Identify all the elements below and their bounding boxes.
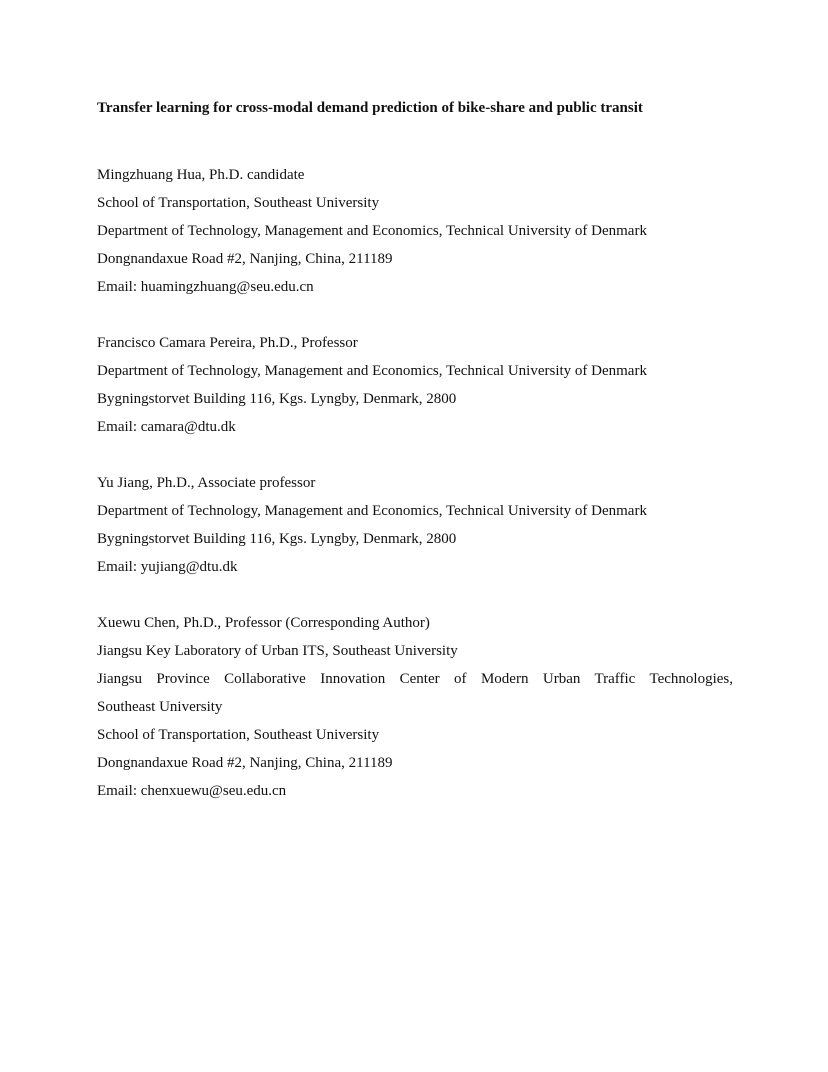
author-block-jiang <box>97 469 733 581</box>
paper-title: Transfer learning for cross-modal demand prediction of bike-share and public transit <box>97 100 643 116</box>
author-affiliation: Department of Technology, Management and Economics, Technical University of Denmark <box>97 223 647 239</box>
author-address: Dongnandaxue Road #2, Nanjing, China, 211189 <box>97 755 393 771</box>
author-affiliation: Jiangsu Key Laboratory of Urban ITS, Southeast University <box>97 643 458 659</box>
author-block-pereira <box>97 329 733 441</box>
author-affiliation: Department of Technology, Management and Economics, Technical University of Denmark <box>97 503 647 519</box>
author-affiliation: Jiangsu Province Collaborative Innovation Center of Modern Urban Traffic Technologies, <box>97 671 733 687</box>
author-email: Email: huamingzhuang@seu.edu.cn <box>97 279 314 295</box>
author-affiliation: Department of Technology, Management and Economics, Technical University of Denmark <box>97 363 647 379</box>
author-email: Email: yujiang@dtu.dk <box>97 559 238 575</box>
author-affiliation: School of Transportation, Southeast University <box>97 195 380 211</box>
author-name: Mingzhuang Hua, Ph.D. candidate <box>97 167 305 183</box>
author-affiliation: Southeast University <box>97 699 223 715</box>
author-block-chen <box>97 609 733 805</box>
author-affiliation: School of Transportation, Southeast University <box>97 727 380 743</box>
author-email: Email: chenxuewu@seu.edu.cn <box>97 783 287 799</box>
author-block-hua <box>97 161 733 301</box>
author-name: Xuewu Chen, Ph.D., Professor (Corresponding Author) <box>97 615 430 631</box>
author-email: Email: camara@dtu.dk <box>97 419 236 435</box>
author-address: Bygningstorvet Building 116, Kgs. Lyngby, Denmark, 2800 <box>97 391 457 407</box>
author-address: Dongnandaxue Road #2, Nanjing, China, 211189 <box>97 251 393 267</box>
author-name: Yu Jiang, Ph.D., Associate professor <box>97 475 316 491</box>
author-name: Francisco Camara Pereira, Ph.D., Professor <box>97 335 358 351</box>
author-address: Bygningstorvet Building 116, Kgs. Lyngby, Denmark, 2800 <box>97 531 457 547</box>
title-page <box>97 97 733 833</box>
